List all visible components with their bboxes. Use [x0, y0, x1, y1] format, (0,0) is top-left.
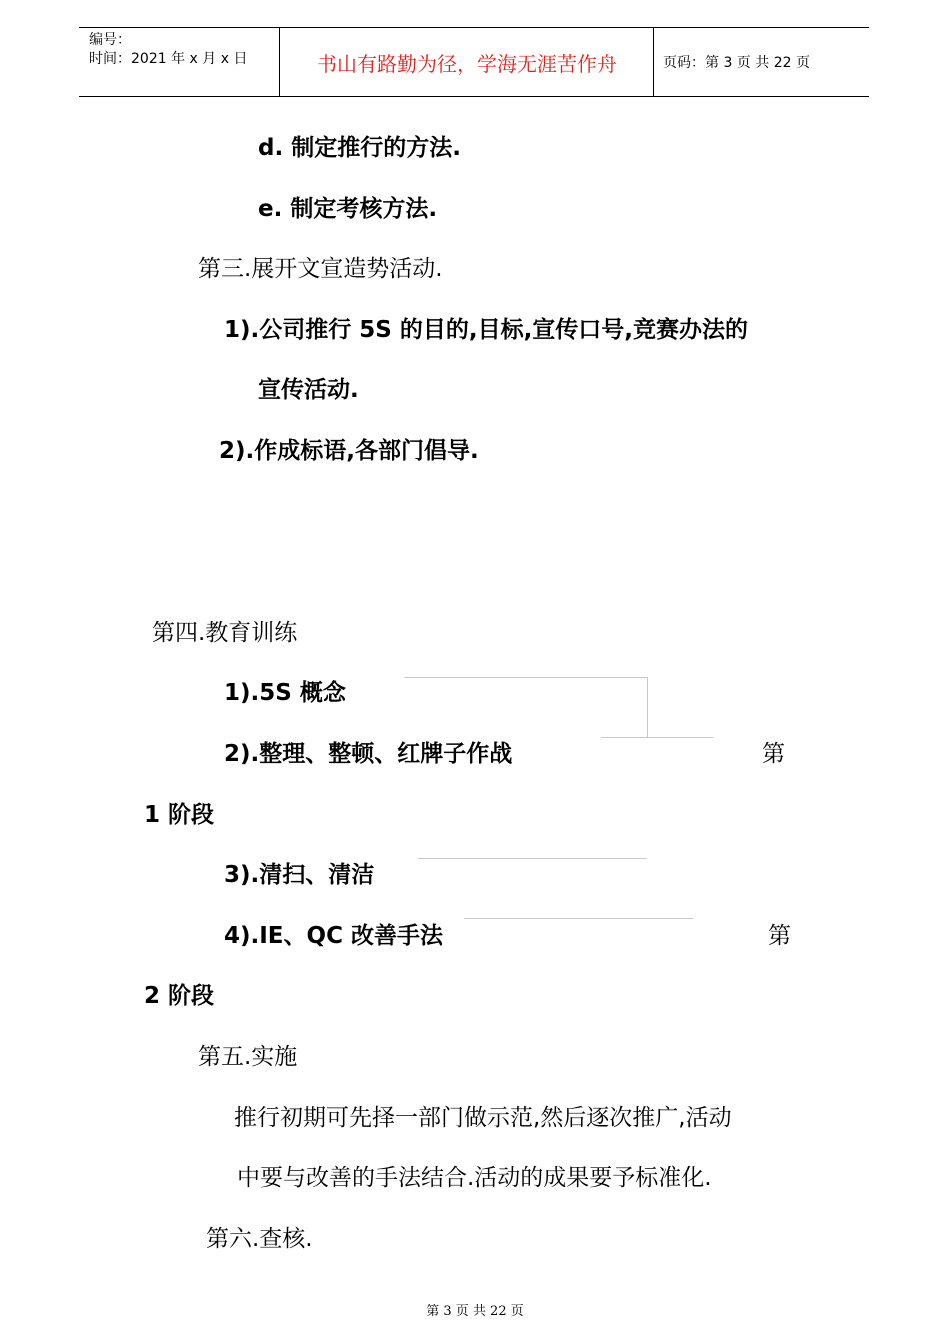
bracket-line: [647, 677, 648, 737]
bracket-line: [418, 858, 647, 859]
s3-item-2: 2).作成标语,各部门倡导.: [219, 438, 479, 464]
stage-label-2-prefix: 第: [768, 923, 791, 949]
method-item-e: e. 制定考核方法.: [258, 196, 438, 222]
bracket-line: [464, 918, 693, 919]
s4-item-4: 4).IE、QC 改善手法: [224, 923, 443, 949]
s4-item-1: 1).5S 概念: [224, 680, 346, 706]
header-meta: [89, 31, 247, 69]
time-label: 时间：2021 年 x 月 x 日: [89, 51, 248, 67]
stage-label-2: 2 阶段: [144, 983, 215, 1009]
page-header: [79, 27, 869, 97]
header-page-info: 页码：第 3 页 共 22 页: [663, 55, 810, 71]
section-heading-4: 第四.教育训练: [152, 620, 298, 646]
s5-paragraph-line2: 中要与改善的手法结合.活动的成果要予标准化.: [237, 1165, 712, 1191]
s4-item-2: 2).整理、整顿、红牌子作战: [224, 741, 513, 767]
serial-label: 编号：: [89, 32, 131, 48]
section-heading-5: 第五.实施: [198, 1044, 298, 1070]
header-divider: [279, 28, 280, 96]
page-footer: 第 3 页 共 22 页: [426, 1304, 524, 1319]
method-item-d: d. 制定推行的方法.: [258, 135, 461, 161]
s4-item-3: 3).清扫、清洁: [224, 862, 375, 888]
s3-item-1-line2: 宣传活动.: [258, 377, 359, 403]
bracket-line: [601, 737, 713, 738]
s3-item-1-line1: 1).公司推行 5S 的目的,目标,宣传口号,竞赛办法的: [224, 317, 749, 343]
stage-label-1-prefix: 第: [762, 741, 785, 767]
header-motto: 书山有路勤为径，学海无涯苦作舟: [317, 51, 617, 76]
stage-label-1: 1 阶段: [144, 802, 215, 828]
section-heading-3: 第三.展开文宣造势活动.: [198, 256, 443, 282]
header-divider: [653, 28, 654, 96]
bracket-line: [404, 677, 648, 678]
s5-paragraph-line1: 推行初期可先择一部门做示范,然后逐次推广,活动: [234, 1105, 732, 1131]
section-heading-6: 第六.查核.: [206, 1226, 313, 1252]
